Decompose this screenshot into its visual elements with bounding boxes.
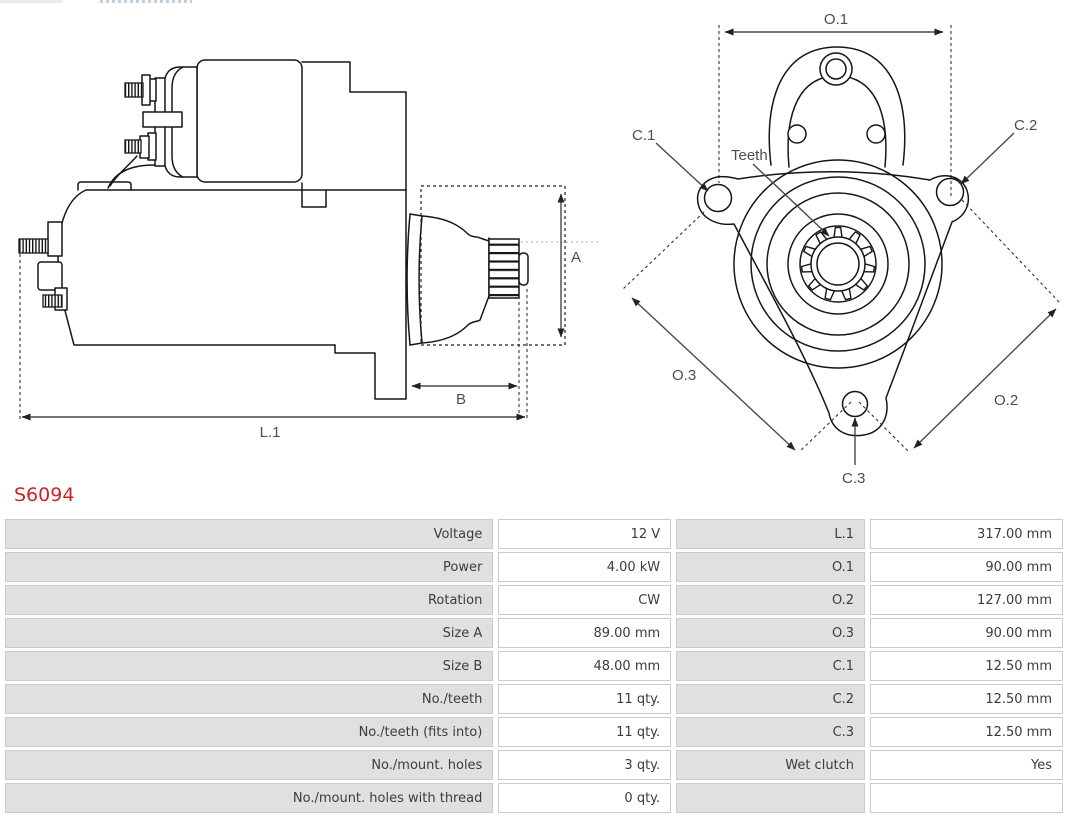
front-view-drawing: [622, 11, 1060, 487]
dim-label-l1: L.1: [259, 424, 281, 441]
table-row: [5, 585, 1063, 615]
table-row: [5, 651, 1063, 681]
spec-label-cell: Size A: [5, 618, 493, 648]
spec-value-cell: 0 qty.: [498, 783, 671, 813]
table-row: [5, 783, 1063, 813]
spec-label-cell: C.1: [676, 651, 865, 681]
pinion-gear-teeth: [802, 228, 875, 300]
side-view-drawing: [19, 60, 600, 441]
table-row: [5, 552, 1063, 582]
spec-value-cell: 127.00 mm: [870, 585, 1063, 615]
spec-label-cell: Rotation: [5, 585, 493, 615]
part-number: S6094: [14, 484, 75, 506]
table-row: [5, 684, 1063, 714]
spec-value-cell: [870, 783, 1063, 813]
spec-value-cell: 12.50 mm: [870, 684, 1063, 714]
spec-label-cell: [676, 783, 865, 813]
table-row: [5, 750, 1063, 780]
teeth-label: Teeth: [731, 147, 768, 164]
dim-label-a: A: [571, 249, 582, 266]
table-row: [5, 717, 1063, 747]
spec-label-cell: L.1: [676, 519, 865, 549]
spec-value-cell: 12.50 mm: [870, 651, 1063, 681]
spec-table: [0, 516, 1068, 816]
spec-value-cell: CW: [498, 585, 671, 615]
spec-value-cell: 3 qty.: [498, 750, 671, 780]
spec-label-cell: C.2: [676, 684, 865, 714]
spec-label-cell: C.3: [676, 717, 865, 747]
spec-value-cell: 12.50 mm: [870, 717, 1063, 747]
table-row: [5, 519, 1063, 549]
spec-label-cell: Power: [5, 552, 493, 582]
spec-label-cell: Size B: [5, 651, 493, 681]
table-row: [5, 618, 1063, 648]
dim-label-b: B: [455, 391, 467, 408]
dim-label-o3: O.3: [672, 367, 697, 384]
spec-label-cell: Voltage: [5, 519, 493, 549]
spec-label-cell: O.1: [676, 552, 865, 582]
spec-value-cell: 89.00 mm: [498, 618, 671, 648]
dim-label-o2: O.2: [994, 392, 1019, 409]
spec-label-cell: No./teeth (fits into): [5, 717, 493, 747]
spec-value-cell: 48.00 mm: [498, 651, 671, 681]
dim-label-c2: C.2: [1014, 117, 1038, 134]
spec-label-cell: No./mount. holes: [5, 750, 493, 780]
spec-value-cell: 4.00 kW: [498, 552, 671, 582]
spec-label-cell: Wet clutch: [676, 750, 865, 780]
spec-label-cell: O.3: [676, 618, 865, 648]
spec-label-cell: O.2: [676, 585, 865, 615]
spec-label-cell: No./teeth: [5, 684, 493, 714]
spec-value-cell: 90.00 mm: [870, 552, 1063, 582]
spec-label-cell: No./mount. holes with thread: [5, 783, 493, 813]
dim-label-o1: O.1: [823, 11, 849, 28]
spec-value-cell: 11 qty.: [498, 684, 671, 714]
spec-value-cell: 317.00 mm: [870, 519, 1063, 549]
spec-value-cell: 90.00 mm: [870, 618, 1063, 648]
spec-value-cell: Yes: [870, 750, 1063, 780]
dim-label-c3: C.3: [842, 470, 866, 487]
spec-value-cell: 12 V: [498, 519, 671, 549]
spec-value-cell: 11 qty.: [498, 717, 671, 747]
dim-label-c1: C.1: [632, 127, 656, 144]
